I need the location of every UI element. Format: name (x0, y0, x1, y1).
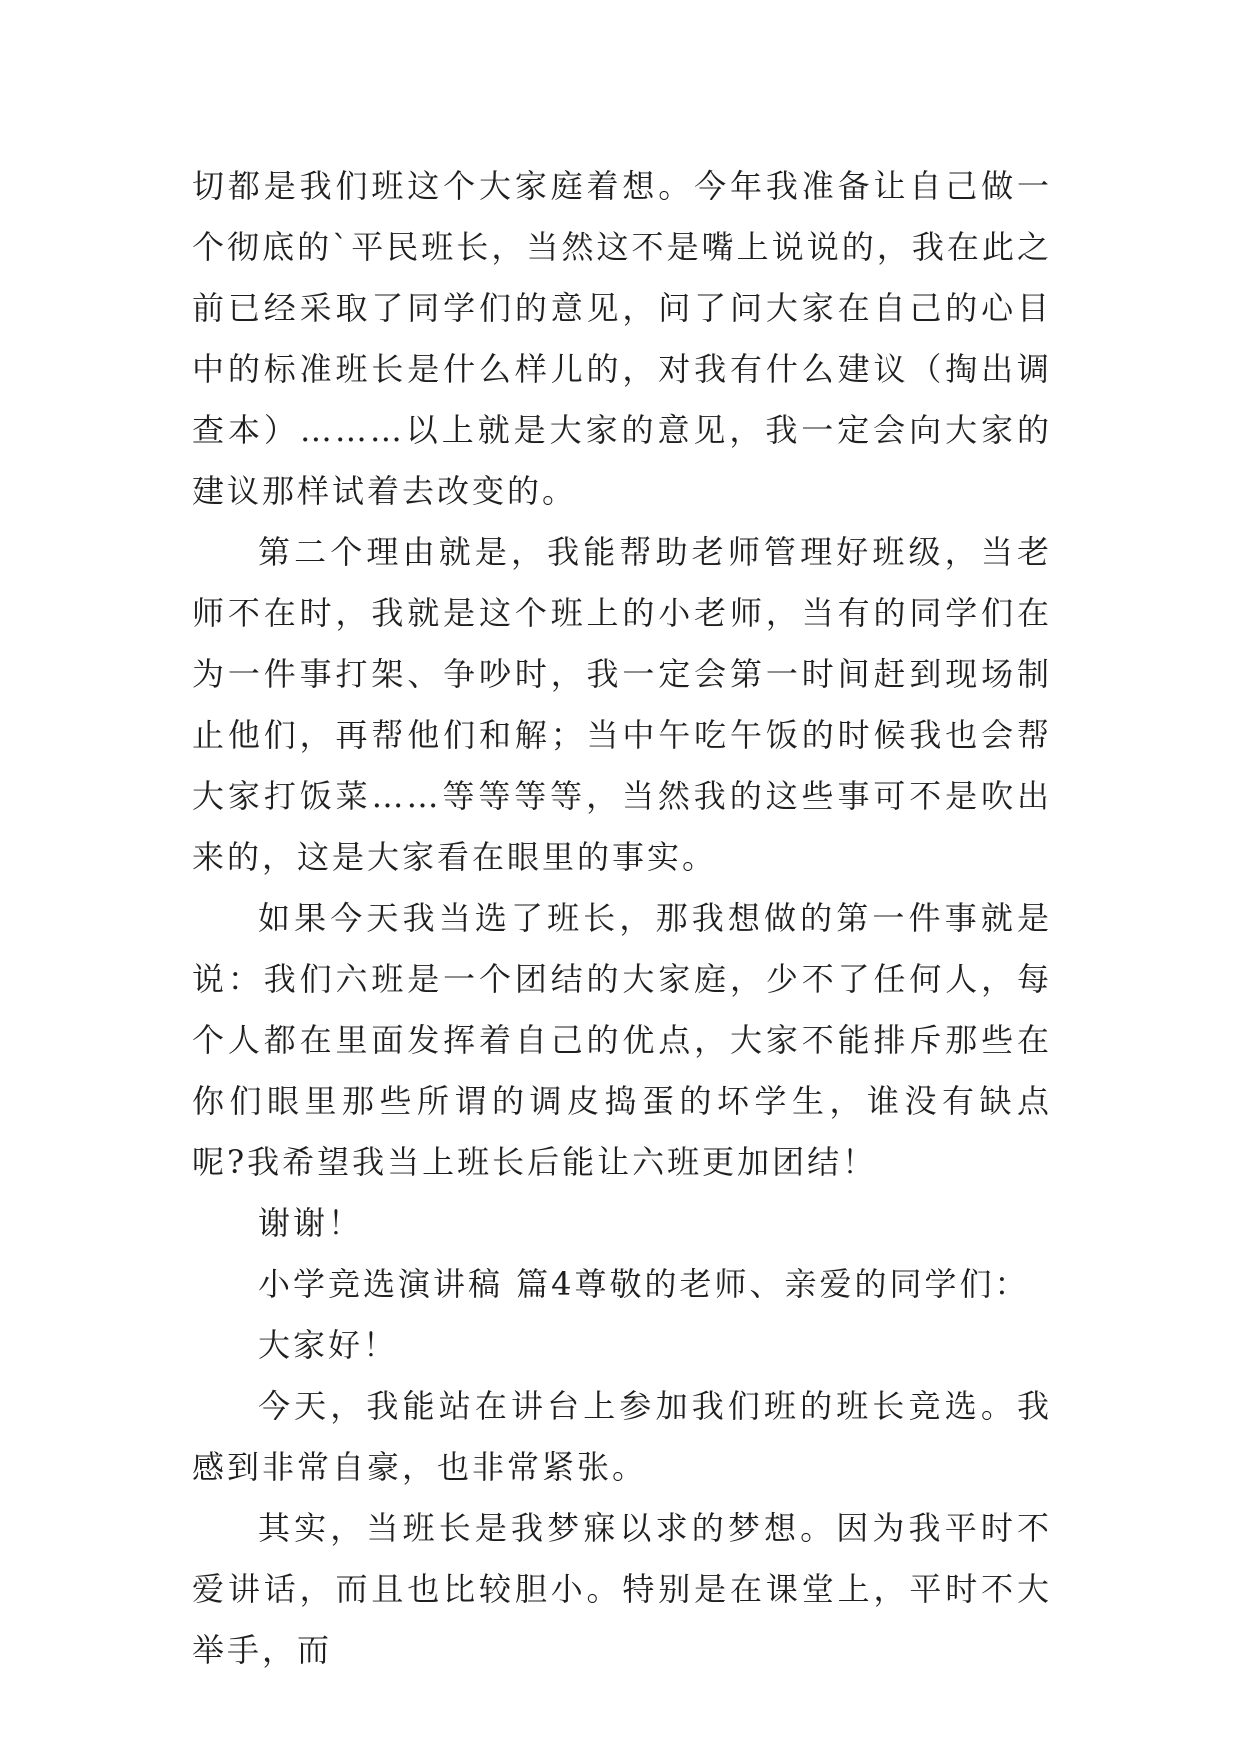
paragraph-8: 其实，当班长是我梦寐以求的梦想。因为我平时不爱讲话，而且也比较胆小。特别是在课堂上，平时不大举手，而 (192, 1509, 1052, 1669)
paragraph-5: 小学竞选演讲稿 篇4尊敬的老师、亲爱的同学们： (258, 1265, 1030, 1303)
document-body (192, 156, 1052, 1681)
paragraph-3: 如果今天我当选了班长，那我想做的第一件事就是说：我们六班是一个团结的大家庭，少不了任何人，每个人都在里面发挥着自己的优点，大家不能排斥那些在你们眼里那些所谓的调皮捣蛋的坏学生，谁没有缺点呢?我希望我当上班长后能让六班更加团结！ (192, 899, 1052, 1181)
paragraph-6: 大家好！ (258, 1326, 399, 1364)
paragraph-4: 谢谢！ (258, 1204, 364, 1242)
paragraph-1: 切都是我们班这个大家庭着想。今年我准备让自己做一个彻底的`平民班长，当然这不是嘴上说说的，我在此之前已经采取了同学们的意见，问了问大家在自己的心目中的标准班长是什么样儿的，对我有什么建议（掏出调查本）………以上就是大家的意见，我一定会向大家的建议那样试着去改变的。 (192, 167, 1052, 510)
paragraph-2: 第二个理由就是，我能帮助老师管理好班级，当老师不在时，我就是这个班上的小老师，当有的同学们在为一件事打架、争吵时，我一定会第一时间赶到现场制止他们，再帮他们和解；当中午吃午饭的时候我也会帮大家打饭菜……等等等等，当然我的这些事可不是吹出来的，这是大家看在眼里的事实。 (192, 533, 1052, 876)
paragraph-7: 今天，我能站在讲台上参加我们班的班长竞选。我感到非常自豪，也非常紧张。 (192, 1387, 1052, 1486)
